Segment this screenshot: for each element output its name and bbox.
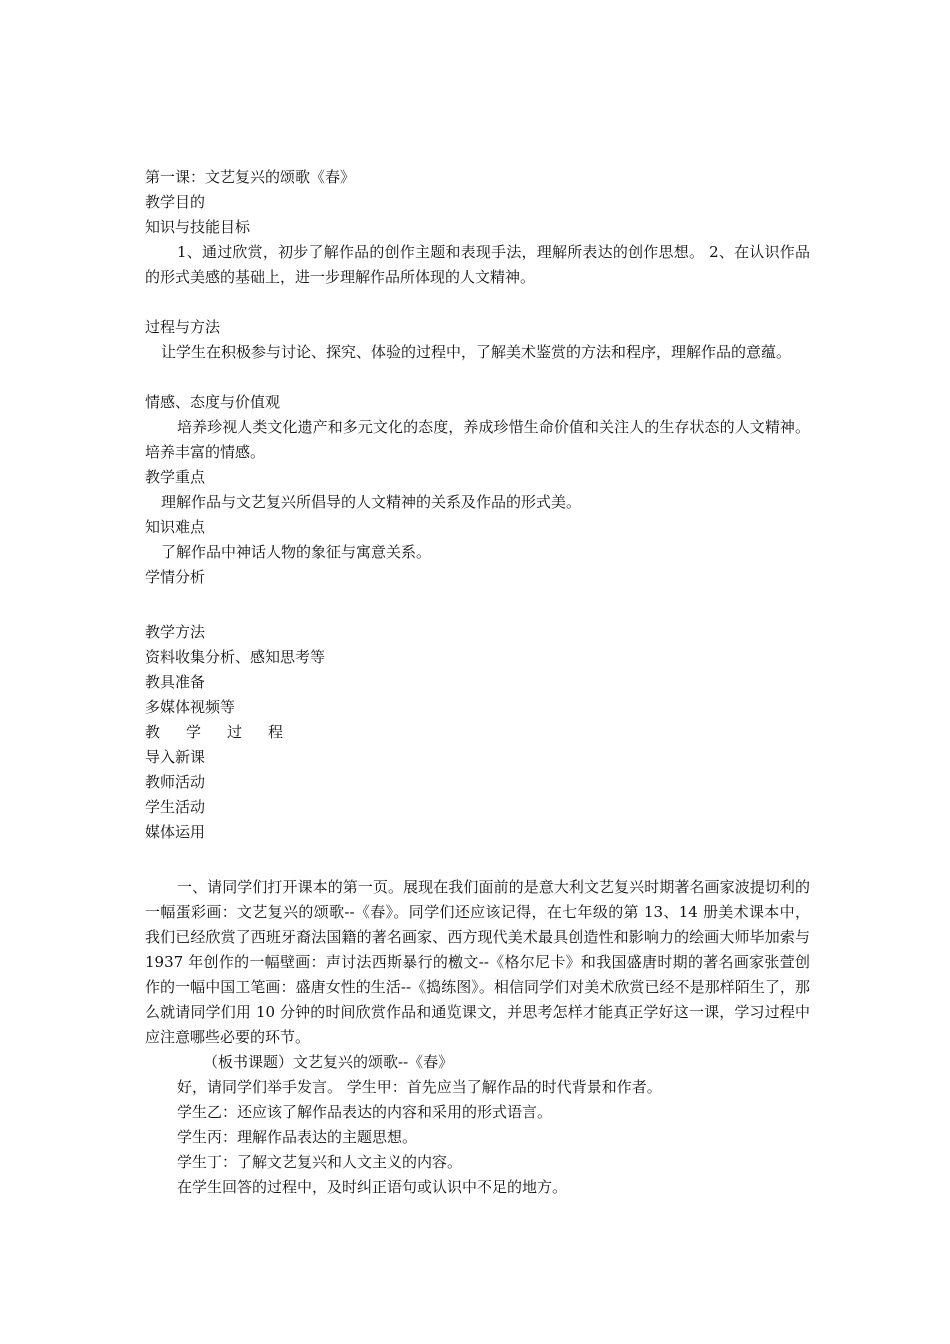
- key-text: 理解作品与文艺复兴所倡导的人文精神的关系及作品的形式美。: [161, 493, 582, 511]
- lesson-title: 第一课：文艺复兴的颂歌《春》: [145, 168, 356, 186]
- process-text: 让学生在积极参与讨论、探究、体验的过程中，了解美术鉴赏的方法和程序，理解作品的意蕴。: [161, 343, 792, 361]
- dialogue-line-a: 好，请同学们举手发言。 学生甲：首先应当了解作品的时代背景和作者。: [177, 1078, 662, 1096]
- difficulty-text: 了解作品中神话人物的象征与寓意关系。: [161, 543, 432, 561]
- intro-heading: 导入新课: [145, 748, 206, 766]
- teaching-process-title: 教学过程: [145, 723, 310, 741]
- student-heading: 学生活动: [145, 798, 206, 816]
- tools-heading: 教具准备: [145, 673, 206, 691]
- media-heading: 媒体运用: [145, 823, 206, 841]
- dialogue-line-c: 学生丙：理解作品表达的主题思想。: [177, 1128, 418, 1146]
- document-page: [145, 165, 810, 1200]
- teacher-heading: 教师活动: [145, 773, 206, 791]
- emotion-text: 培养珍视人类文化遗产和多元文化的态度，养成珍惜生命价值和关注人的生存状态的人文精神。培养丰富的情感。: [145, 418, 810, 461]
- key-heading: 教学重点: [145, 468, 206, 486]
- objectives-heading: 教学目的: [145, 193, 206, 211]
- process-heading: 过程与方法: [145, 318, 221, 336]
- board-title: （板书课题）文艺复兴的颂歌--《春》: [203, 1053, 454, 1071]
- dialogue-line-e: 在学生回答的过程中，及时纠正语句或认识中不足的地方。: [177, 1178, 568, 1196]
- tools-text: 多媒体视频等: [145, 698, 236, 716]
- dialogue-line-b: 学生乙：还应该了解作品表达的内容和采用的形式语言。: [177, 1103, 553, 1121]
- difficulty-heading: 知识难点: [145, 518, 206, 536]
- analysis-heading: 学情分析: [145, 568, 206, 586]
- knowledge-heading: 知识与技能目标: [145, 218, 251, 236]
- dialogue-line-d: 学生丁：了解文艺复兴和人文主义的内容。: [177, 1153, 463, 1171]
- method-heading: 教学方法: [145, 623, 206, 641]
- method-text: 资料收集分析、感知思考等: [145, 648, 326, 666]
- body-paragraph: 一、请同学们打开课本的第一页。展现在我们面前的是意大利文艺复兴时期著名画家波提切利的一幅蛋彩画：文艺复兴的颂歌--《春》。同学们还应该记得，在七年级的第 13、14 册美术课本中，我们已经欣赏了西班牙裔法国籍的著名画家、西方现代美术最具创造性和影响力的绘画大师毕加索与 1937 年创作的一幅壁画：声讨法西斯暴行的檄文--《格尔尼卡》和我国盛唐时期的著名画家张萱创作的一幅中国工笔画：盛唐女性的生活--《捣练图》。相信同学们对美术欣赏已经不是那样陌生了，那么就请同学们用 10 分钟的时间欣赏作品和通览课文，并思考怎样才能真正学好这一课，学习过程中应注意哪些必要的环节。: [145, 878, 810, 1046]
- emotion-heading: 情感、态度与价值观: [145, 393, 281, 411]
- knowledge-text: 1、通过欣赏，初步了解作品的创作主题和表现手法，理解所表达的创作思想。 2、在认识作品的形式美感的基础上，进一步理解作品所体现的人文精神。: [145, 243, 810, 286]
